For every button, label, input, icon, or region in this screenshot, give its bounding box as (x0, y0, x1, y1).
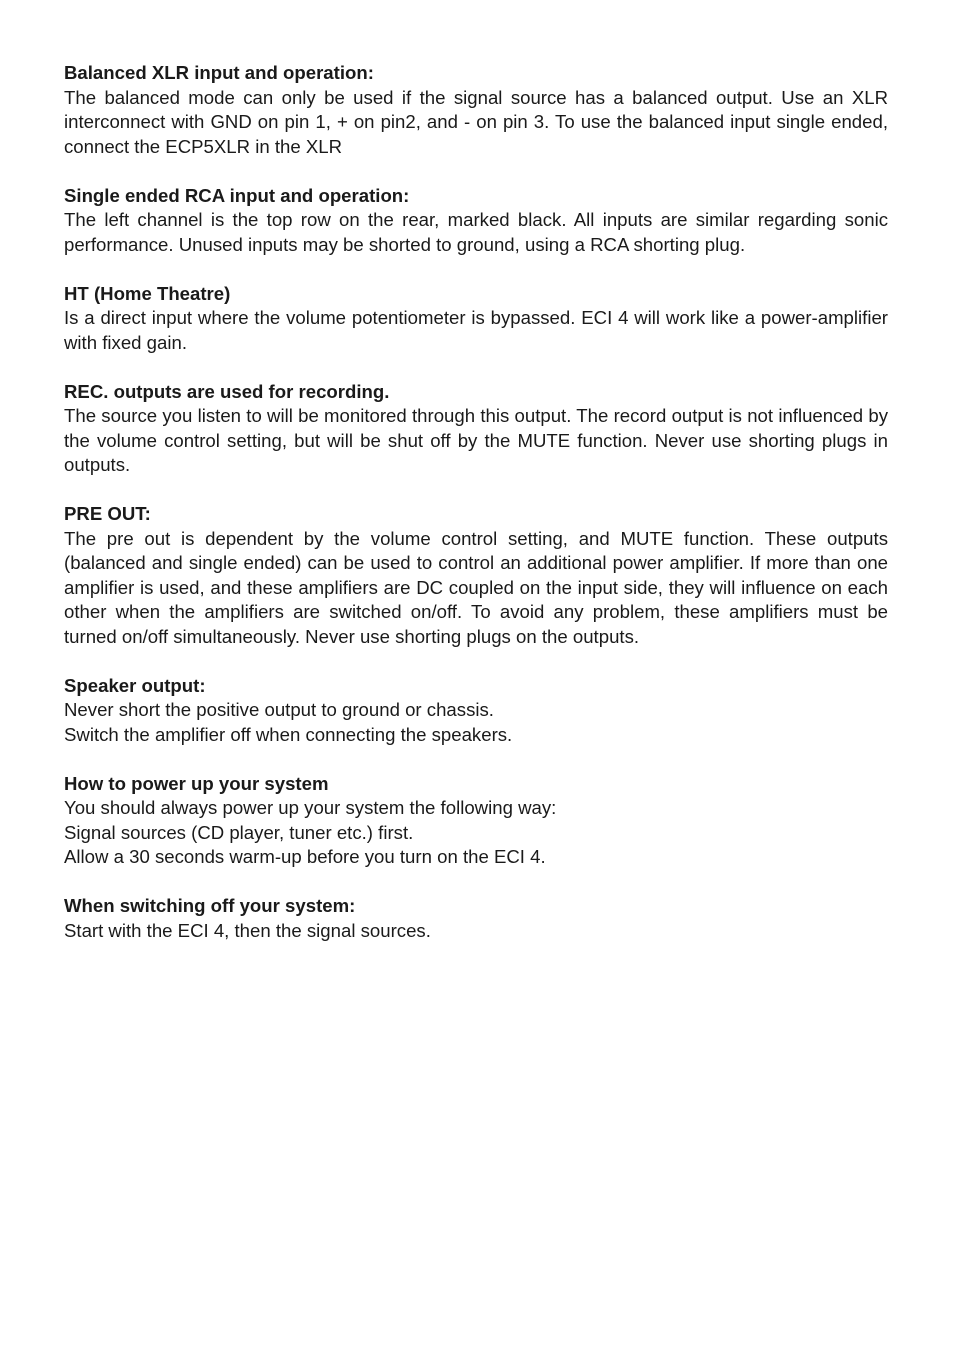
section-line: Switch the amplifier off when connecting the speakers. (64, 723, 513, 745)
section-line: Start with the ECI 4, then the signal sources. (64, 919, 431, 941)
section-heading: PRE OUT: (64, 503, 151, 524)
section-speaker-output (64, 674, 888, 748)
section-heading: Speaker output: (64, 674, 206, 696)
section-line: Allow a 30 seconds warm-up before you turn on the ECI 4. (64, 846, 546, 867)
section-heading: When switching off your system: (64, 895, 356, 916)
section-balanced-xlr (64, 61, 888, 159)
section-rec-outputs (64, 380, 888, 478)
section-heading: Single ended RCA input and operation: (64, 184, 410, 206)
section-pre-out (64, 502, 888, 649)
section-paragraph: The source you listen to will be monitored through this output. The record output is not influenced by the volume control setting, but will be shut off by the MUTE function. Never use shorting plugs in outputs. (64, 405, 888, 475)
section-heading: How to power up your system (64, 772, 329, 794)
section-paragraph: The balanced mode can only be used if the signal source has a balanced output. Use an XLR interconnect with GND on pin 1, + on pin2, and - on pin 3. To use the balanced input single ended, connect the ECP5XLR in the XLR (64, 86, 888, 157)
section-line: Never short the positive output to ground or chassis. (64, 699, 494, 720)
section-heading: REC. outputs are used for recording. (64, 380, 390, 402)
section-single-ended-rca (64, 184, 888, 258)
document-page (64, 61, 888, 968)
section-heading: Balanced XLR input and operation: (64, 62, 374, 83)
section-paragraph: The pre out is dependent by the volume control setting, and MUTE function. These outputs (balanced and single ended) can be used to control an additional power amplifier. If more than one amplifier is used, and these amplifiers are DC coupled on the input side, they will influence on each other when the amplifiers are switched on/off. To avoid any problem, these amplifiers must be turned on/off simultaneously. Never use shorting plugs on the outputs. (64, 527, 888, 647)
section-line: You should always power up your system the following way: (64, 797, 557, 818)
section-paragraph: The left channel is the top row on the rear, marked black. All inputs are similar regarding sonic performance. Unused inputs may be shorted to ground, using a RCA shorting plug. (64, 209, 888, 255)
section-line: Signal sources (CD player, tuner etc.) first. (64, 821, 414, 843)
section-paragraph: Is a direct input where the volume potentiometer is bypassed. ECI 4 will work like a power-amplifier with fixed gain. (64, 307, 888, 353)
section-power-up (64, 772, 888, 870)
section-home-theatre (64, 282, 888, 356)
section-heading: HT (Home Theatre) (64, 282, 231, 304)
section-switching-off (64, 894, 888, 943)
